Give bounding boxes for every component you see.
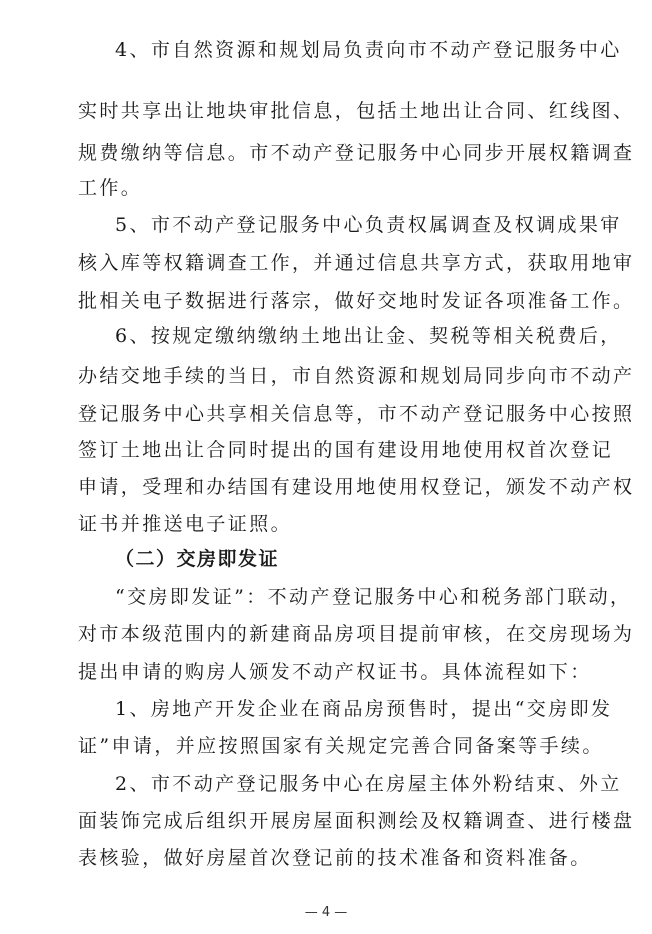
item-2-line-3: 表核验，做好房屋首次登记前的技术准备和资料准备。 <box>78 847 592 869</box>
item-2-line-1: 2、市不动产登记服务中心在房屋主体外粉结束、外立 <box>115 773 622 795</box>
paragraph-4-line-2: 实时共享出让地块审批信息，包括土地出让合同、红线图、 <box>78 100 635 122</box>
intro-line-3: 提出申请的购房人颁发不动产权证书。具体流程如下： <box>78 661 592 683</box>
paragraph-6-line-4: 签订土地出让合同时提出的国有建设用地使用权首次登记 <box>78 439 614 461</box>
paragraph-6-line-1: 6、按规定缴纳缴纳土地出让金、契税等相关税费后， <box>115 325 622 347</box>
paragraph-6-line-3: 登记服务中心共享相关信息等，市不动产登记服务中心按照 <box>78 403 635 425</box>
paragraph-5-line-1: 5、市不动产登记服务中心负责权属调查及权调成果审 <box>115 214 622 236</box>
paragraph-4-line-4: 工作。 <box>78 177 143 199</box>
section-heading: （二）交房即发证 <box>115 548 280 570</box>
paragraph-6-line-5: 申请，受理和办结国有建设用地使用权登记，颁发不动产权 <box>78 476 635 498</box>
paragraph-5-line-3: 批相关电子数据进行落宗，做好交地时发证各项准备工作。 <box>78 290 635 312</box>
paragraph-4-line-3: 规费缴纳等信息。市不动产登记服务中心同步开展权籍调查 <box>78 142 635 164</box>
paragraph-6-line-2: 办结交地手续的当日，市自然资源和规划局同步向市不动产 <box>78 365 635 387</box>
paragraph-5-line-2: 核入库等权籍调查工作，并通过信息共享方式，获取用地审 <box>78 252 635 274</box>
item-1-line-1: 1、房地产开发企业在商品房预售时，提出“交房即发 <box>115 698 613 720</box>
intro-line-1: “交房即发证”：不动产登记服务中心和税务部门联动， <box>115 586 632 608</box>
item-1-line-2: 证”申请，并应按照国家有关规定完善合同备案等手续。 <box>78 735 604 757</box>
paragraph-6-line-6: 证书并推送电子证照。 <box>78 513 293 535</box>
intro-line-2: 对市本级范围内的新建商品房项目提前审核，在交房现场为 <box>78 623 635 645</box>
page-number: — 4 — <box>304 905 348 920</box>
item-2-line-2: 面装饰完成后组织开展房屋面积测绘及权籍调查、进行楼盘 <box>78 810 635 832</box>
paragraph-4-line-1: 4、市自然资源和规划局负责向市不动产登记服务中心 <box>115 39 622 61</box>
